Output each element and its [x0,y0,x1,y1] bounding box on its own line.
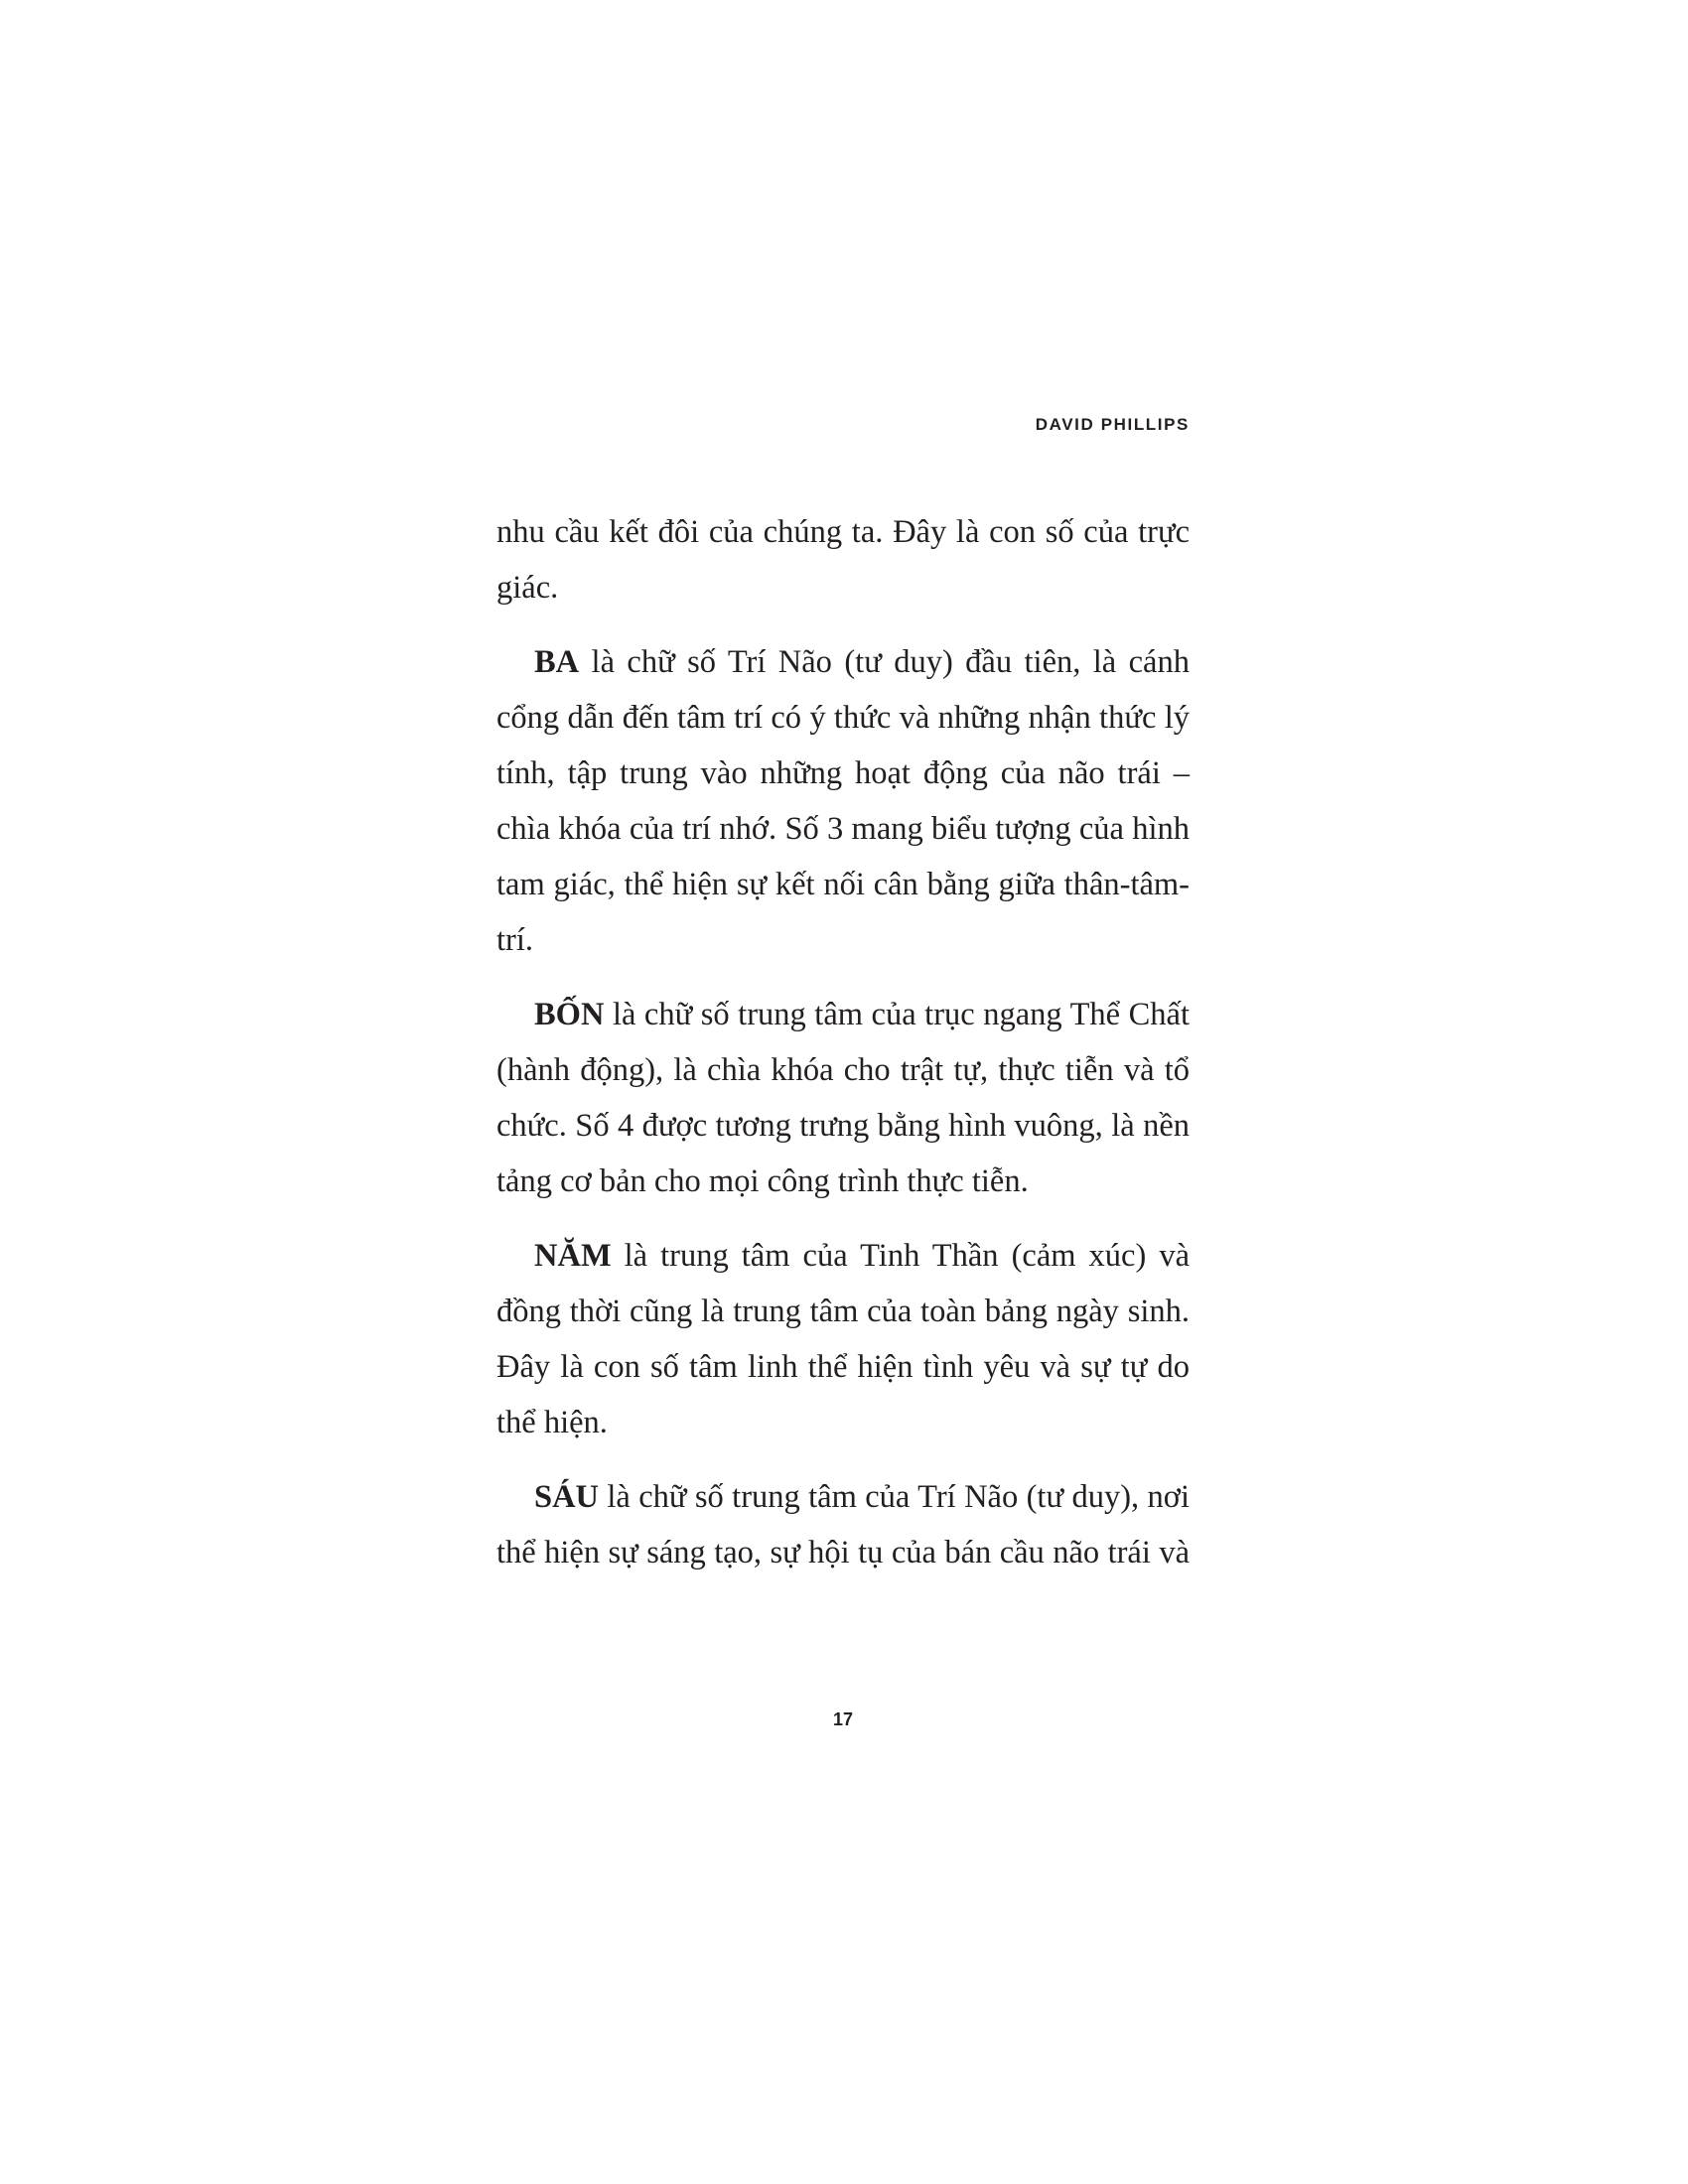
term-nam: NĂM [534,1238,612,1274]
page-number: 17 [832,1709,854,1729]
running-header: DAVID PHILLIPS [1035,415,1190,434]
body-text [496,504,1190,1599]
paragraph-nam [496,1228,1190,1450]
paragraph-ba [496,634,1190,968]
paragraph-text: là chữ số Trí Não (tư duy) đầu tiên, là cánh cổng dẫn đến tâm trí có ý thức và những nhận thức lý tính, tập trung vào những hoạt động của não trái – chìa khóa của trí nhớ. Số 3 mang biểu tượng của hình tam giác, thể hiện sự kết nối cân bằng giữa thân-tâm-trí. [496,644,1190,958]
paragraph-text: là trung tâm của Tinh Thần (cảm xúc) và đồng thời cũng là trung tâm của toàn bảng ngày sinh. Đây là con số tâm linh thể hiện tình yêu và sự tự do thể hiện. [496,1238,1190,1440]
paragraph-text: nhu cầu kết đôi của chúng ta. Đây là con số của trực giác. [496,514,1190,606]
term-sau: SÁU [534,1479,600,1515]
term-ba: BA [534,644,580,680]
paragraph-text: là chữ số trung tâm của Trí Não (tư duy), nơi thể hiện sự sáng tạo, sự hội tụ của bán cầu não trái và [496,1479,1190,1570]
paragraph-bon [496,987,1190,1209]
paragraph-sau [496,1469,1190,1580]
paragraph-text: là chữ số trung tâm của trục ngang Thể Chất (hành động), là chìa khóa cho trật tự, thực tiễn và tổ chức. Số 4 được tương trưng bằng hình vuông, là nền tảng cơ bản cho mọi công trình thực tiễn. [496,997,1190,1199]
term-bon: BỐN [534,997,605,1032]
paragraph-continuation [496,504,1190,615]
